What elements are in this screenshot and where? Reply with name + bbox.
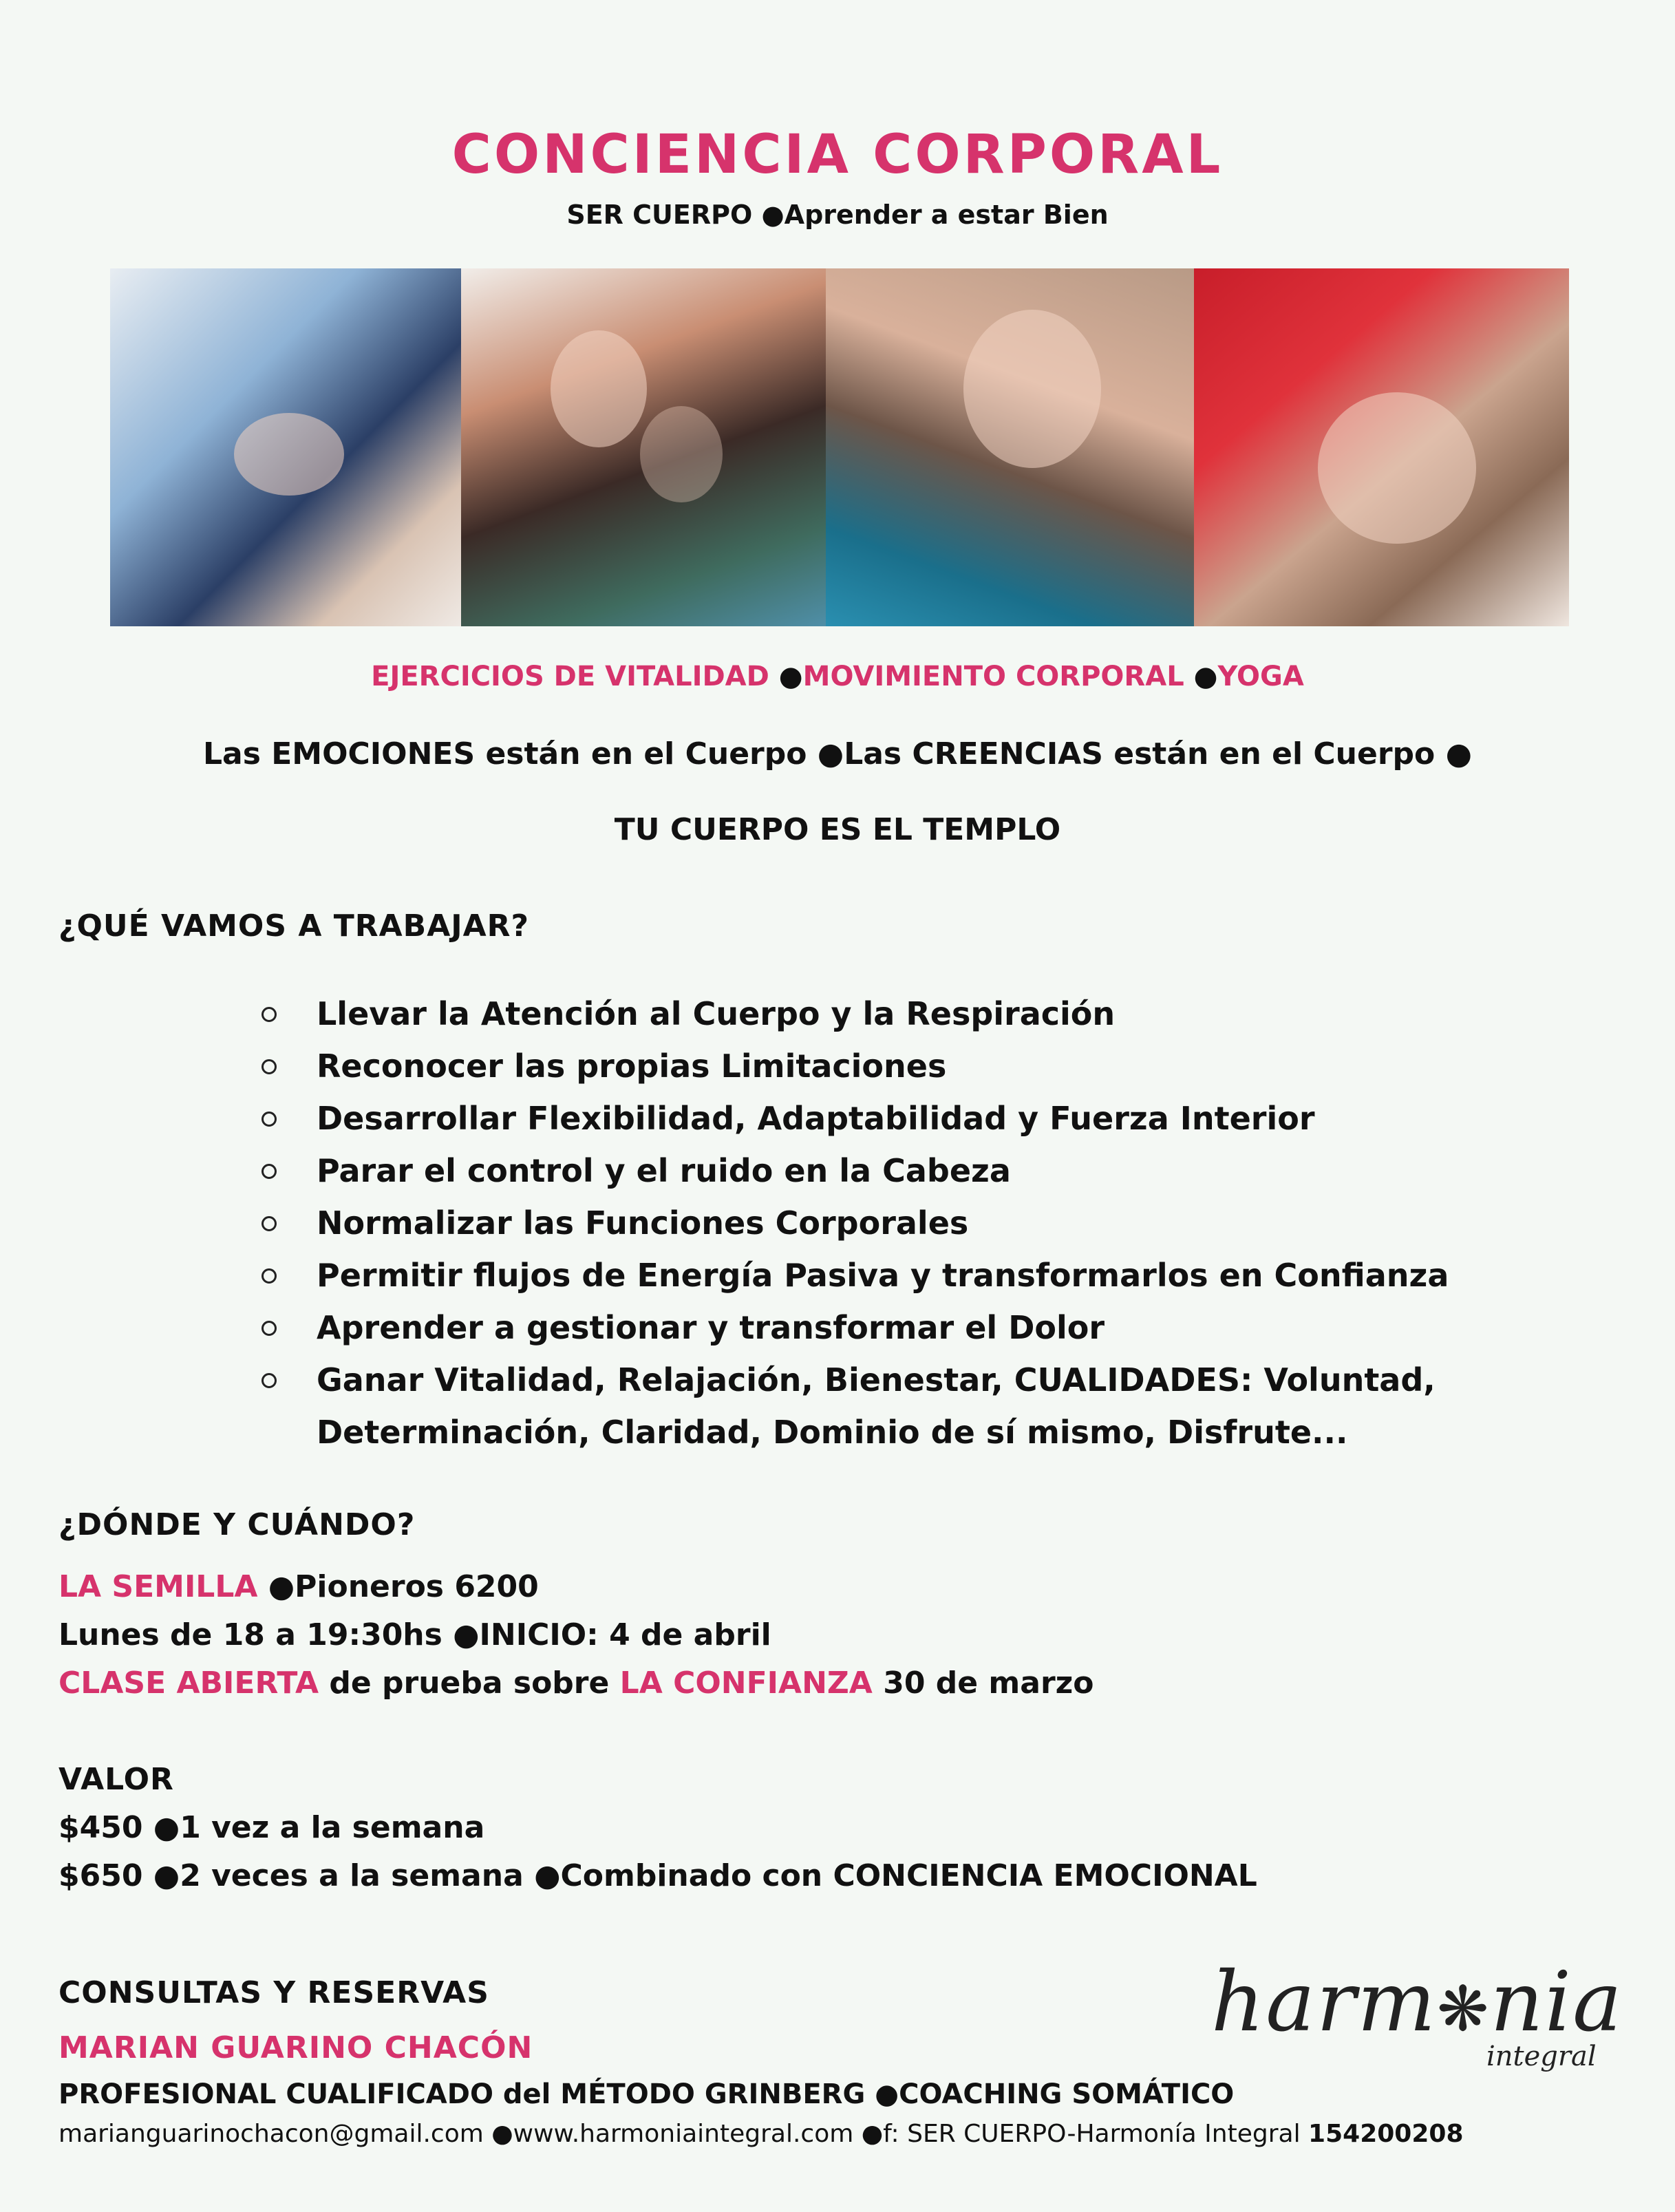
contact-facebook: f: SER CUERPO-Harmonía Integral — [883, 2120, 1301, 2148]
photo-strip — [110, 268, 1569, 626]
circle-bullet-icon — [262, 1059, 277, 1074]
statement-beliefs: Las CREENCIAS están en el Cuerpo — [844, 736, 1436, 772]
work-heading: ¿QUÉ VAMOS A TRABAJAR? — [58, 908, 530, 944]
schedule-start: INICIO: 4 de abril — [479, 1617, 771, 1652]
photo-feet-yoga — [110, 268, 461, 626]
price-1-desc: 1 vez a la semana — [180, 1810, 485, 1845]
tagline-item-yoga: YOGA — [1217, 661, 1304, 692]
statement-emotions: Las EMOCIONES están en el Cuerpo — [203, 736, 807, 772]
circle-bullet-icon — [262, 1164, 277, 1179]
tagline-item-movement: MOVIMIENTO CORPORAL — [802, 661, 1184, 692]
venue-address: Pioneros 6200 — [295, 1569, 539, 1604]
circle-bullet-icon — [262, 1321, 277, 1336]
role-part-1: PROFESIONAL CUALIFICADO del MÉTODO GRINBERG — [58, 2078, 866, 2110]
price-option-1 — [58, 1810, 484, 1845]
logo-wordmark: harm❋nia — [1211, 1955, 1623, 2050]
logo-subtitle: integral — [1486, 2041, 1597, 2072]
subtitle-part-1: SER CUERPO — [566, 200, 753, 230]
tagline-item-vitality: EJERCICIOS DE VITALIDAD — [371, 661, 769, 692]
list-item: Desarrollar Flexibilidad, Adaptabilidad y Fuerza Interior — [262, 1092, 1603, 1145]
statement-temple: TU CUERPO ES EL TEMPLO — [614, 812, 1061, 847]
list-item: Normalizar las Funciones Corporales — [262, 1197, 1603, 1249]
harmonia-logo — [1211, 1927, 1624, 2078]
contact-phone: 154200208 — [1308, 2120, 1464, 2148]
list-item: Ganar Vitalidad, Relajación, Bienestar, CUALIDADES: Voluntad, Determinación, Claridad, Dominio de sí mismo, Disfrute... — [262, 1354, 1603, 1458]
circle-bullet-icon — [262, 1373, 277, 1388]
open-class-topic: LA CONFIANZA — [619, 1666, 873, 1701]
role-part-2: COACHING SOMÁTICO — [899, 2078, 1235, 2110]
price-option-2 — [58, 1858, 1257, 1893]
list-item: Permitir flujos de Energía Pasiva y transformarlos en Confianza — [262, 1249, 1603, 1301]
list-item: Parar el control y el ruido en la Cabeza — [262, 1145, 1603, 1197]
work-list — [262, 988, 1603, 1458]
photo-red-shirt-resting — [1194, 268, 1569, 626]
venue-line — [58, 1569, 539, 1604]
circle-bullet-icon — [262, 1007, 277, 1022]
open-class-label: CLASE ABIERTA — [58, 1666, 319, 1701]
list-item: Aprender a gestionar y transformar el Dolor — [262, 1301, 1603, 1354]
contact-email[interactable]: marianguarinochacon@gmail.com — [58, 2120, 484, 2148]
price-1-amount: $450 — [58, 1810, 143, 1845]
flower-icon: ❋ — [1436, 1973, 1491, 2045]
schedule-line — [58, 1617, 771, 1652]
contact-website[interactable]: www.harmoniaintegral.com — [513, 2120, 854, 2148]
venue-name: LA SEMILLA — [58, 1569, 258, 1604]
price-2-extra: Combinado con CONCIENCIA EMOCIONAL — [560, 1858, 1257, 1893]
price-2-desc: 2 veces a la semana — [180, 1858, 524, 1893]
photo-women-movement — [461, 268, 826, 626]
open-class-mid: de prueba sobre — [329, 1666, 610, 1701]
list-item: Llevar la Atención al Cuerpo y la Respiración — [262, 988, 1603, 1040]
contact-name: MARIAN GUARINO CHACÓN — [58, 2030, 533, 2065]
circle-bullet-icon — [262, 1216, 277, 1231]
contact-heading: CONSULTAS Y RESERVAS — [58, 1975, 489, 2010]
subtitle — [0, 200, 1675, 230]
contact-details — [58, 2120, 1464, 2148]
subtitle-part-2: Aprender a estar Bien — [784, 200, 1109, 230]
list-item: Reconocer las propias Limitaciones — [262, 1040, 1603, 1092]
where-heading: ¿DÓNDE Y CUÁNDO? — [58, 1507, 416, 1542]
open-class-line — [58, 1666, 1093, 1701]
schedule-time: Lunes de 18 a 19:30hs — [58, 1617, 442, 1652]
activities-tagline — [0, 661, 1675, 692]
circle-bullet-icon — [262, 1268, 277, 1284]
contact-role — [58, 2078, 1234, 2110]
circle-bullet-icon — [262, 1112, 277, 1127]
open-class-date: 30 de marzo — [883, 1666, 1094, 1701]
price-heading: VALOR — [58, 1762, 174, 1797]
body-statements — [0, 736, 1675, 772]
photo-relaxed-face — [826, 268, 1194, 626]
page-title: CONCIENCIA CORPORAL — [451, 124, 1224, 186]
price-2-amount: $650 — [58, 1858, 143, 1893]
